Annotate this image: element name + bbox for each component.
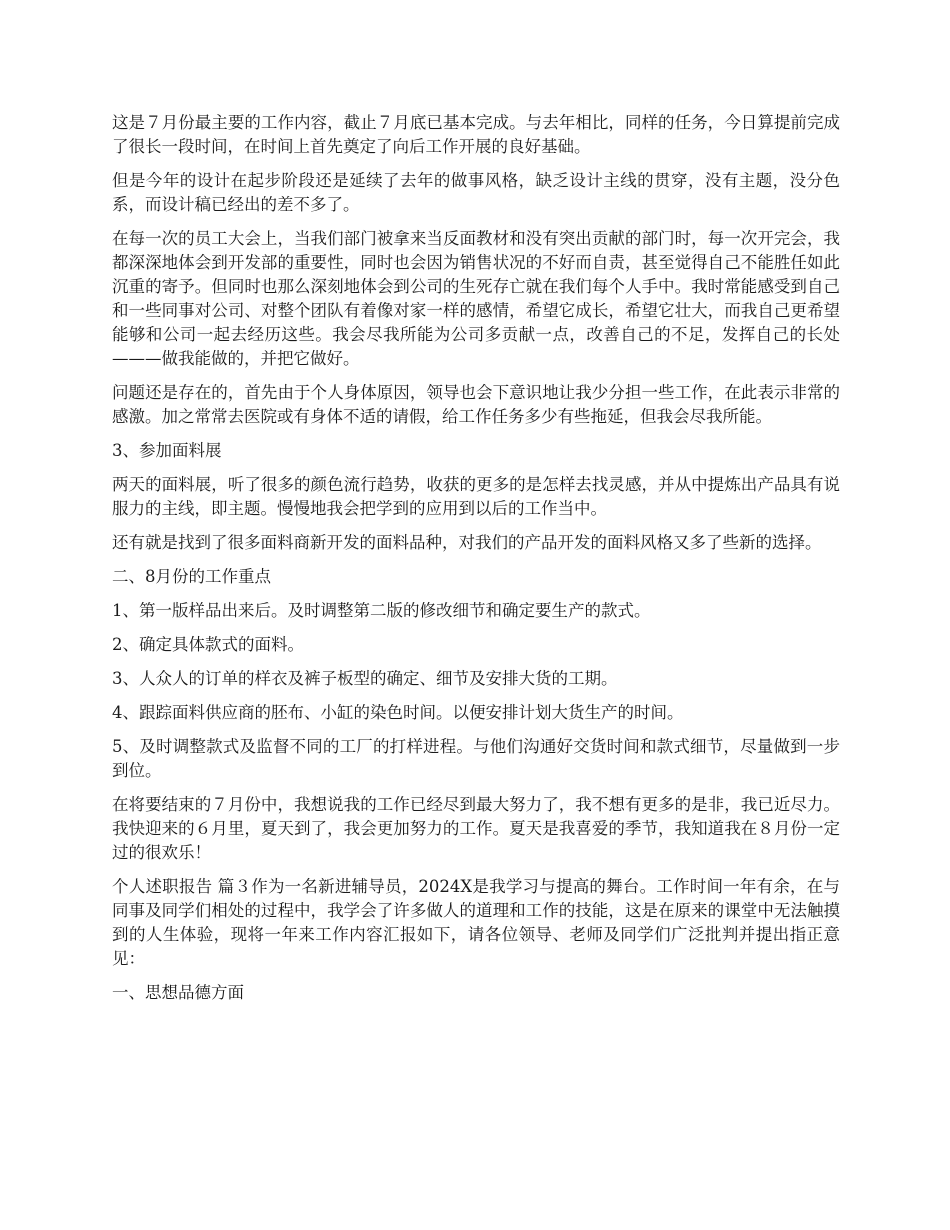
paragraph-report-3-intro: 个人述职报告 篇３作为一名新进辅导员，2024X是我学习与提高的舞台。工作时间一年有余，在与同事及同学们相处的过程中，我学会了许多做人的道理和工作的技能，这是在原来的课堂中无法触摸到的人生体验，现将一年来工作内容汇报如下，请各位领导、老师及同学们广泛批判并提出指正意见： [112, 877, 840, 968]
list-item-priority-2: 2、确定具体款式的面料。 [112, 635, 304, 654]
paragraph-new-fabrics: 还有就是找到了很多面料商新开发的面料品种，对我们的产品开发的面料风格又多了些新的选择。 [112, 533, 822, 552]
list-item-priority-4: 4、跟踪面料供应商的胚布、小缸的染色时间。以便安排计划大货生产的时间。 [112, 703, 684, 722]
heading-fabric-exhibition: 3、参加面料展 [112, 441, 222, 460]
heading-ideology-morality: 一、思想品德方面 [112, 983, 244, 1002]
paragraph-conclusion: 在将要结束的７月份中，我想说我的工作已经尽到最大努力了，我不想有更多的是非，我已近尽力。我快迎来的６月里，夏天到了，我会更加努力的工作。夏天是我喜爱的季节，我知道我在８月份一定过的很欢乐！ [112, 795, 840, 862]
document-body [112, 111, 840, 1015]
paragraph-fabric-exhibition: 两天的面料展，听了很多的颜色流行趋势，收获的更多的是怎样去找灵感，并从中提炼出产品具有说服力的主线，即主题。慢慢地我会把学到的应用到以后的工作当中。 [112, 475, 840, 518]
list-item-priority-5: 5、及时调整款式及监督不同的工厂的打样进程。与他们沟通好交货时间和款式细节，尽量做到一步到位。 [112, 737, 840, 780]
list-item-priority-1: 1、第一版样品出来后。及时调整第二版的修改细节和确定要生产的款式。 [112, 601, 651, 620]
paragraph-design-style: 但是今年的设计在起步阶段还是延续了去年的做事风格，缺乏设计主线的贯穿，没有主题，没分色系，而设计稿已经出的差不多了。 [112, 171, 840, 214]
paragraph-staff-meeting: 在每一次的员工大会上，当我们部门被拿来当反面教材和没有突出贡献的部门时，每一次开完会，我都深深地体会到开发部的重要性，同时也会因为销售状况的不好而自责，甚至觉得自己不能胜任如此沉重的寄予。但同时也那么深刻地体会到公司的生死存亡就在我们每个人手中。我时常能感受到自己和一些同事对公司、对整个团队有着像对家一样的感情，希望它成长，希望它壮大，而我自己更希望能够和公司一起去经历这些。我会尽我所能为公司多贡献一点，改善自己的不足，发挥自己的长处———做我能做的，并把它做好。 [112, 229, 840, 368]
heading-august-priorities: 二、8月份的工作重点 [112, 567, 271, 586]
paragraph-july-work-summary: 这是７月份最主要的工作内容，截止７月底已基本完成。与去年相比，同样的任务，今日算提前完成了很长一段时间，在时间上首先奠定了向后工作开展的良好基础。 [112, 113, 840, 156]
paragraph-health-issues: 问题还是存在的，首先由于个人身体原因，领导也会下意识地让我少分担一些工作，在此表示非常的感激。加之常常去医院或有身体不适的请假，给工作任务多少有些拖延，但我会尽我所能。 [112, 383, 840, 426]
list-item-priority-3: 3、人众人的订单的样衣及裤子板型的确定、细节及安排大货的工期。 [112, 669, 618, 688]
